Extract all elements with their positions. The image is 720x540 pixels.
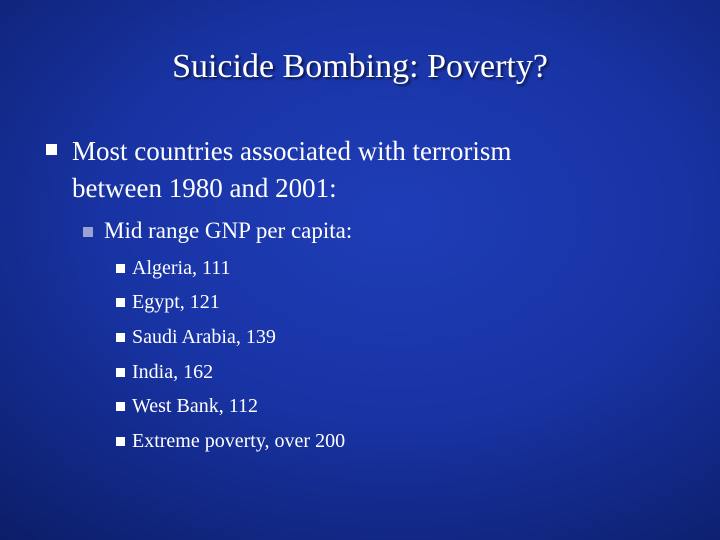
list-item: Saudi Arabia, 139: [132, 326, 276, 348]
bullet-square-icon: [83, 227, 93, 237]
list-item: West Bank, 112: [132, 395, 258, 417]
bullet-square-icon: [116, 264, 125, 273]
list-item: Extreme poverty, over 200: [132, 430, 346, 452]
bullet-square-icon: [116, 368, 125, 377]
bullet-square-icon: [46, 144, 57, 155]
sub-bullet: Mid range GNP per capita:: [104, 218, 353, 243]
bullet-square-icon: [116, 402, 125, 411]
list-item: Algeria, 111: [132, 257, 231, 279]
slide-title: Suicide Bombing: Poverty?: [172, 48, 548, 85]
bullet-square-icon: [116, 333, 125, 342]
main-bullet-line-1: Most countries associated with terrorism: [72, 136, 512, 166]
list-item: Egypt, 121: [132, 291, 220, 313]
bullet-square-icon: [116, 298, 125, 307]
bullet-square-icon: [116, 437, 125, 446]
list-item: India, 162: [132, 361, 214, 383]
main-bullet-line-2: between 1980 and 2001:: [72, 173, 337, 203]
